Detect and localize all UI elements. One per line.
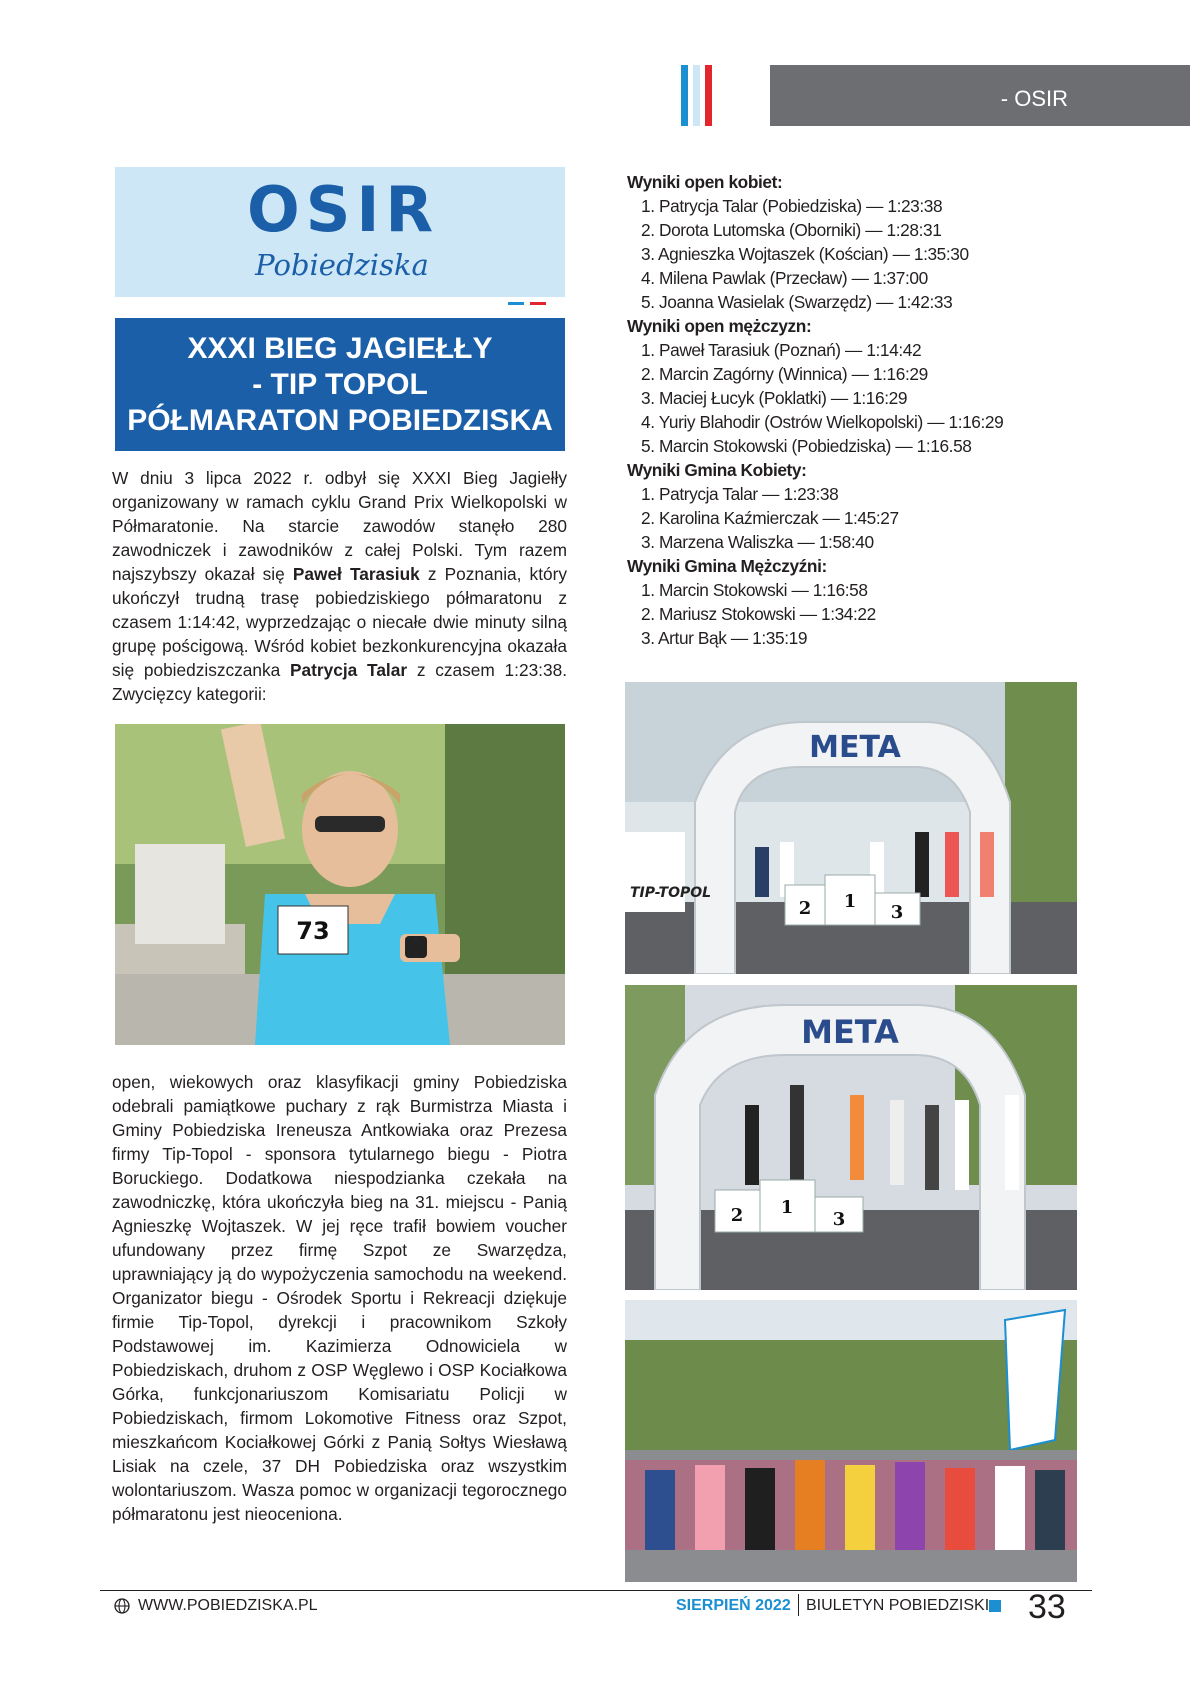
group-photo (625, 1300, 1077, 1582)
result-item: 5. Joanna Wasielak (Swarzędz) — 1:42:33 (641, 292, 953, 312)
header-stripe-blue (681, 65, 688, 126)
globe-icon (114, 1598, 130, 1614)
podium-number: 1 (843, 891, 857, 912)
podium-men-art (625, 985, 1077, 1290)
footer-website: WWW.POBIEDZISKA.PL (138, 1597, 318, 1614)
continuation-paragraph (112, 1070, 567, 1526)
results-heading-gmina-women: Wyniki Gmina Kobiety: (627, 460, 807, 480)
header-stripe-light (693, 65, 700, 126)
footer-rule (100, 1590, 1092, 1591)
podium-number: 2 (798, 898, 812, 919)
section-label: - OSIR (1000, 86, 1068, 111)
result-item: 2. Marcin Zagórny (Winnica) — 1:16:29 (641, 364, 928, 384)
result-item: 2. Mariusz Stokowski — 1:34:22 (641, 604, 876, 624)
results-list (627, 170, 1097, 650)
result-item: 3. Maciej Łucyk (Poklatki) — 1:16:29 (641, 388, 908, 408)
runner-photo-art (115, 724, 565, 1045)
footer-separator (798, 1594, 799, 1616)
osir-logo-sub: Pobiedziska (255, 248, 429, 282)
header-stripe-red (705, 65, 712, 126)
result-item: 4. Yuriy Blahodir (Ostrów Wielkopolski) — 1:16:29 (641, 412, 1004, 432)
results-heading-open-men: Wyniki open mężczyzn: (627, 316, 812, 336)
result-item: 1. Patrycja Talar — 1:23:38 (641, 484, 839, 504)
footer-square-marker (989, 1600, 1001, 1612)
winner-men-name: Paweł Tarasiuk (292, 564, 420, 584)
footer-issue-date: SIERPIEŃ 2022 (676, 1597, 791, 1614)
result-item: 1. Patrycja Talar (Pobiedziska) — 1:23:38 (641, 196, 943, 216)
page-number: 33 (1028, 1588, 1066, 1626)
result-item: 3. Artur Bąk — 1:35:19 (641, 628, 808, 648)
result-item: 1. Paweł Tarasiuk (Poznań) — 1:14:42 (641, 340, 922, 360)
title-line-2: - TIP TOPOL (252, 367, 428, 401)
podium-number: 3 (890, 902, 904, 923)
divider-dash-red (530, 302, 546, 305)
intro-text-1: W dniu 3 lipca 2022 r. odbył się XXXI Bieg Jagiełły organizowany w ramach cyklu Grand Prix Wielkopolski w Półmaratonie. Na starcie zawodów stanęło 280 zawodniczek i zawodników z całej Polski. Tym razem najszybszy okazał się (112, 468, 567, 584)
arch-meta-text: META (801, 1013, 899, 1051)
podium-women-art (625, 682, 1077, 974)
podium-women-photo (625, 682, 1077, 974)
bib-number: 73 (296, 917, 330, 945)
result-item: 2. Dorota Lutomska (Oborniki) — 1:28:31 (641, 220, 942, 240)
divider-dash-blue (508, 302, 524, 305)
result-item: 3. Agnieszka Wojtaszek (Kościan) — 1:35:30 (641, 244, 969, 264)
article-title (115, 318, 565, 451)
result-item: 1. Marcin Stokowski — 1:16:58 (641, 580, 868, 600)
title-line-3: PÓŁMARATON POBIEDZISKA (127, 403, 553, 437)
podium-number: 2 (730, 1205, 744, 1226)
podium-men-photo (625, 985, 1077, 1290)
intro-text-2: z Poznania, który ukończył trudną trasę pobiedziskiego półmaratonu z czasem 1:14:42, wyprzedzając o niecałe dwie minuty silną grupę pościgową. Wśród kobiet bezkonkurencyjna okazała się pobiedziszczanka (112, 564, 567, 680)
footer-publication: BIULETYN POBIEDZISKI (806, 1597, 990, 1614)
continuation-text: open, wiekowych oraz klasyfikacji gminy Pobiedziska odebrali pamiątkowe puchary z rąk Burmistrza Miasta i Gminy Pobiedziska Ireneusza Antkowiaka oraz Prezesa firmy Tip-Topol - sponsora tytularnego biegu - Piotra Boruckiego. Dodatkowa niespodzianka czekała na zawodniczkę, która ukończyła bieg na 31. miejscu - Panią Agnieszkę Wojtaszek. W jej ręce trafił bowiem voucher ufundowany przez firmę Szpot ze Swarzędza, uprawniający ją do wypożyczenia samochodu na weekend. Organizator biegu - Ośrodek Sportu i Rekreacji dziękuje firmie Tip-Topol, dyrekcji i pracownikom Szkoły Podstawowej im. Kazimierza Odnowiciela w Pobiedziskach, druhom z OSP Węglewo i OSP Kociałkowa Górka, funkcjonariuszom Komisariatu Policji w Pobiedziskach, firmom Lokomotive Fitness oraz Szpot, mieszkańcom Kociałkowej Górki z Panią Sołtys Wiesławą Lisiak na czele, 37 DH Pobiedziska oraz wszystkim wolontariuszom. Wasza pomoc w organizacji tegorocznego półmaratonu jest nieoceniona. (112, 1072, 567, 1524)
results-heading-gmina-men: Wyniki Gmina Mężczyźni: (627, 556, 827, 576)
section-header-bar (770, 65, 1190, 126)
result-item: 4. Milena Pawlak (Przecław) — 1:37:00 (641, 268, 928, 288)
arch-brand-text: TIP-TOPOL (630, 885, 712, 901)
runner-photo (115, 724, 565, 1045)
title-line-1: XXXI BIEG JAGIEŁŁY (187, 331, 493, 365)
result-item: 2. Karolina Kaźmierczak — 1:45:27 (641, 508, 899, 528)
result-item: 5. Marcin Stokowski (Pobiedziska) — 1:16.58 (641, 436, 972, 456)
podium-number: 3 (832, 1209, 846, 1230)
podium-number: 1 (780, 1197, 794, 1218)
arch-meta-text: META (809, 730, 901, 765)
intro-text-3: z czasem 1:23:38. Zwycięzcy kategorii: (112, 660, 568, 704)
result-item: 3. Marzena Waliszka — 1:58:40 (641, 532, 874, 552)
group-photo-art (625, 1300, 1077, 1582)
osir-logo-word: OSIR (247, 173, 440, 246)
intro-paragraph (112, 466, 567, 706)
winner-women-name: Patrycja Talar (290, 660, 408, 680)
results-heading-open-women: Wyniki open kobiet: (627, 172, 783, 192)
